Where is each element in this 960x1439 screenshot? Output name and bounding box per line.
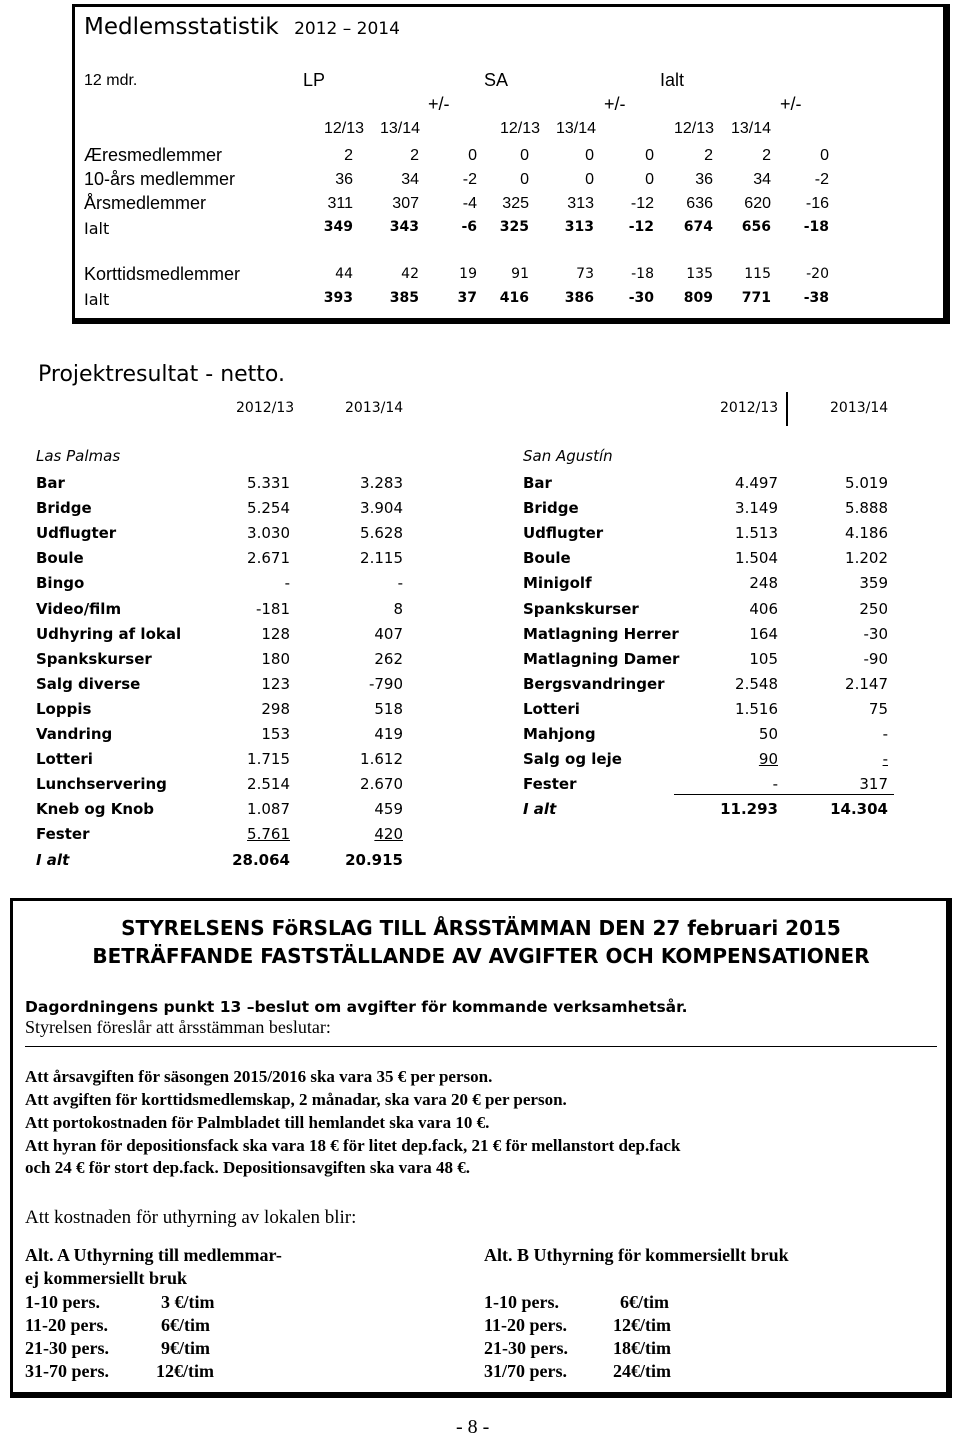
left-header-1213: 2012/13: [236, 400, 295, 416]
alt-a-subtitle: ej kommersiellt bruk: [25, 1268, 187, 1288]
member-value-cell: -2: [814, 171, 829, 188]
san-agustin-value-1314: 75: [868, 699, 888, 718]
las-palmas-value-1314: 419: [374, 725, 403, 743]
alt-a-size-label: 31-70 pers.: [25, 1361, 109, 1381]
member-value-cell: 36: [335, 171, 353, 188]
member-value-cell: 2: [762, 147, 771, 164]
san-agustin-value-1314: 5.888: [845, 499, 888, 518]
san-agustin-row-label: Matlagning Herrer: [523, 624, 679, 643]
san-agustin-value-1314: 14.304: [830, 800, 888, 819]
member-value-cell: -18: [803, 219, 829, 235]
las-palmas-value-1213: 153: [261, 725, 290, 743]
sub-header: 12/13: [673, 120, 714, 137]
las-palmas-value-1314: 5.628: [360, 524, 403, 543]
las-palmas-value-1213: 123: [261, 674, 290, 693]
alt-b-price: 12€/tim: [613, 1315, 671, 1335]
las-palmas-row-label: Lotteri: [36, 750, 93, 769]
member-value-cell: 674: [683, 219, 713, 235]
member-value-cell: 34: [753, 171, 771, 188]
las-palmas-value-1213: 28.064: [232, 850, 290, 869]
right-header-1213: 2012/13: [720, 400, 779, 416]
las-palmas-row-label: Kneb og Knob: [36, 800, 155, 819]
right-header-1314: 2013/14: [830, 400, 889, 416]
san-agustin-value-1314: 250: [859, 599, 888, 618]
san-agustin-row-label: Mahjong: [523, 725, 596, 743]
projects-title: Projektresultat - netto.: [38, 362, 285, 387]
san-agustin-value-1314: 5.019: [845, 474, 888, 492]
member-row-label: Ialt: [84, 219, 110, 238]
las-palmas-value-1213: -: [284, 574, 290, 593]
las-palmas-value-1314: 518: [374, 699, 403, 718]
san-agustin-value-1213: 164: [749, 624, 778, 643]
las-palmas-value-1213: 298: [261, 699, 290, 718]
sub-header: 13/14: [379, 120, 420, 137]
las-palmas-value-1314: 2.115: [360, 549, 403, 568]
member-value-cell: 325: [502, 195, 529, 212]
alt-a-price: 9€/tim: [161, 1338, 210, 1358]
san-agustin-row-label: Bar: [523, 474, 552, 492]
alt-b-size-label: 11-20 pers.: [484, 1315, 567, 1335]
san-agustin-value-1213: 4.497: [735, 474, 778, 492]
member-value-cell: -16: [805, 195, 829, 212]
san-agustin-value-1314: -30: [863, 624, 888, 643]
member-value-cell: 343: [389, 219, 419, 235]
member-value-cell: -6: [461, 219, 477, 235]
san-agustin-total-rule: [674, 794, 894, 795]
member-value-cell: 2: [344, 147, 353, 164]
member-value-cell: 44: [335, 266, 353, 282]
las-palmas-value-1213: 3.030: [247, 524, 290, 543]
san-agustin-value-1213: 2.548: [735, 674, 778, 693]
san-agustin-row-label: Udflugter: [523, 524, 604, 543]
las-palmas-value-1314: 262: [374, 649, 403, 668]
member-value-cell: -18: [631, 266, 654, 282]
alt-b-price: 6€/tim: [620, 1292, 669, 1312]
las-palmas-value-1314: 8: [393, 599, 403, 618]
member-value-cell: 36: [695, 171, 713, 188]
las-palmas-value-1314: -790: [368, 674, 403, 693]
member-value-cell: 0: [585, 171, 594, 188]
member-value-cell: -12: [630, 195, 654, 212]
las-palmas-value-1213: 2.514: [247, 775, 290, 794]
member-row-label: Årsmedlemmer: [84, 193, 207, 213]
san-agustin-row-label: Spankskurser: [523, 599, 639, 618]
period-label: 12 mdr.: [84, 72, 138, 89]
alt-a-title: Alt. A Uthyrning till medlemmar-: [25, 1245, 282, 1265]
las-palmas-row-label: Bar: [36, 474, 65, 492]
las-palmas-value-1314: 2.670: [360, 775, 403, 794]
las-palmas-value-1314: 459: [374, 800, 403, 819]
alt-a-size-label: 21-30 pers.: [25, 1338, 109, 1358]
member-value-cell: 34: [401, 171, 419, 188]
alt-a-size-label: 11-20 pers.: [25, 1315, 108, 1335]
san-agustin-row-label: Lotteri: [523, 699, 580, 718]
san-agustin-value-1213: 406: [749, 599, 778, 618]
las-palmas-row-label: Fester: [36, 825, 90, 844]
proposal-heading-1: STYRELSENS FöRSLAG TILL ÅRSSTÄMMAN DEN 27 februari 2015: [121, 916, 841, 940]
alt-b-size-label: 31/70 pers.: [484, 1361, 567, 1381]
sub-header: 12/13: [499, 120, 540, 137]
member-value-cell: -30: [628, 290, 654, 306]
alt-a-price: 3 €/tim: [161, 1292, 215, 1312]
rent-intro: Att kostnaden för uthyrning av lokalen blir:: [25, 1207, 357, 1228]
san-agustin-value-1314: -90: [863, 649, 888, 668]
san-agustin-value-1213: 248: [749, 574, 778, 593]
las-palmas-value-1314: 20.915: [345, 850, 403, 869]
member-value-cell: 620: [744, 195, 771, 212]
las-palmas-row-label: Bingo: [36, 574, 85, 593]
san-agustin-value-1314: 1.202: [845, 549, 888, 568]
san-agustin-row-label: Boule: [523, 549, 571, 568]
las-palmas-value-1213: 5.254: [247, 499, 290, 518]
divider: [25, 1046, 937, 1047]
header-divider: [786, 392, 788, 426]
las-palmas-title: Las Palmas: [36, 447, 121, 465]
member-value-cell: 349: [323, 219, 353, 235]
las-palmas-value-1213: 5.761: [247, 825, 290, 844]
san-agustin-value-1213: 90: [758, 750, 778, 769]
san-agustin-row-label: Fester: [523, 775, 577, 794]
las-palmas-row-label: Boule: [36, 549, 84, 568]
diff-label-total: +/-: [780, 94, 802, 114]
diff-label-lp: +/-: [428, 94, 450, 114]
member-value-cell: -38: [803, 290, 829, 306]
alt-b-price: 24€/tim: [613, 1361, 671, 1381]
san-agustin-value-1314: -: [882, 750, 888, 769]
member-value-cell: 19: [459, 266, 477, 282]
member-value-cell: 0: [645, 147, 654, 164]
member-value-cell: 313: [567, 195, 594, 212]
san-agustin-title: San Agustín: [523, 447, 613, 465]
las-palmas-value-1213: -181: [255, 599, 290, 618]
las-palmas-value-1213: 1.715: [247, 750, 290, 769]
san-agustin-value-1314: 359: [859, 574, 888, 593]
member-value-cell: 115: [744, 266, 771, 282]
group-total: Ialt: [660, 70, 685, 90]
san-agustin-row-label: I alt: [523, 800, 557, 819]
san-agustin-value-1213: 1.513: [735, 524, 778, 543]
las-palmas-value-1213: 1.087: [247, 800, 290, 819]
alt-b-title: Alt. B Uthyrning för kommersiellt bruk: [484, 1245, 789, 1265]
san-agustin-value-1314: 2.147: [845, 674, 888, 693]
page-number: - 8 -: [456, 1416, 490, 1438]
member-value-cell: 325: [499, 219, 529, 235]
san-agustin-value-1314: 317: [859, 775, 888, 794]
las-palmas-row-label: Salg diverse: [36, 674, 141, 693]
sub-header: 13/14: [730, 120, 771, 137]
las-palmas-value-1314: 407: [374, 624, 403, 643]
member-value-cell: 135: [686, 266, 713, 282]
proposal-heading-2: BETRÄFFANDE FASTSTÄLLANDE AV AVGIFTER OCH KOMPENSATIONER: [92, 944, 870, 968]
group-sa: SA: [484, 70, 509, 90]
alt-a-size-label: 1-10 pers.: [25, 1292, 100, 1312]
las-palmas-value-1314: 3.283: [360, 474, 403, 492]
alt-b-size-label: 21-30 pers.: [484, 1338, 568, 1358]
member-value-cell: 0: [468, 147, 477, 164]
sub-header: 12/13: [323, 120, 364, 137]
member-value-cell: 313: [564, 219, 594, 235]
las-palmas-value-1314: 420: [374, 825, 403, 844]
las-palmas-value-1213: 5.331: [247, 474, 290, 492]
member-value-cell: 393: [323, 290, 353, 306]
member-value-cell: 2: [704, 147, 713, 164]
las-palmas-row-label: Bridge: [36, 499, 92, 518]
las-palmas-row-label: Vandring: [36, 725, 113, 743]
member-row-label: Ialt: [84, 290, 110, 309]
san-agustin-value-1213: -: [772, 775, 778, 794]
member-value-cell: 0: [820, 147, 829, 164]
member-value-cell: 0: [520, 147, 529, 164]
san-agustin-value-1213: 11.293: [720, 800, 778, 819]
member-value-cell: 0: [520, 171, 529, 188]
san-agustin-row-label: Bridge: [523, 499, 579, 518]
las-palmas-row-label: Lunchservering: [36, 775, 167, 794]
member-value-cell: 809: [683, 290, 713, 306]
san-agustin-value-1213: 1.504: [735, 549, 778, 568]
san-agustin-row-label: Bergsvandringer: [523, 674, 665, 693]
member-stats-years: 2012 – 2014: [294, 19, 400, 39]
san-agustin-value-1213: 1.516: [735, 699, 778, 718]
san-agustin-row-label: Matlagning Damer: [523, 649, 680, 668]
member-value-cell: -4: [462, 195, 477, 212]
member-value-cell: 37: [457, 290, 477, 306]
member-value-cell: 636: [686, 195, 713, 212]
las-palmas-value-1213: 2.671: [247, 549, 290, 568]
san-agustin-value-1314: 4.186: [845, 524, 888, 543]
las-palmas-value-1314: -: [397, 574, 403, 593]
alt-a-price: 12€/tim: [156, 1361, 214, 1381]
fee-deposit-box: Att hyran för depositionsfack ska vara 18 € för litet dep.fack, 21 € för mellanstort dep.fack: [25, 1136, 681, 1155]
alt-b-price: 18€/tim: [613, 1338, 671, 1358]
member-value-cell: 0: [645, 171, 654, 188]
member-value-cell: 385: [389, 290, 419, 306]
san-agustin-row-label: Salg og leje: [523, 750, 622, 769]
san-agustin-value-1213: 105: [749, 649, 778, 668]
las-palmas-value-1314: 3.904: [360, 499, 403, 518]
member-value-cell: -20: [806, 266, 829, 282]
member-value-cell: 42: [401, 266, 419, 282]
member-row-label: Korttidsmedlemmer: [84, 264, 241, 284]
alt-b-size-label: 1-10 pers.: [484, 1292, 559, 1312]
member-value-cell: 311: [327, 195, 353, 212]
las-palmas-row-label: Loppis: [36, 699, 92, 718]
member-value-cell: 73: [576, 266, 594, 282]
las-palmas-value-1213: 128: [261, 624, 290, 643]
sub-header: 13/14: [555, 120, 596, 137]
las-palmas-row-label: Spankskurser: [36, 649, 152, 668]
left-header-1314: 2013/14: [345, 400, 404, 416]
proposal-intro: Styrelsen föreslår att årsstämman beslutar:: [25, 1017, 331, 1037]
group-lp: LP: [303, 70, 326, 90]
san-agustin-row-label: Minigolf: [523, 574, 592, 593]
san-agustin-value-1213: 50: [758, 725, 778, 743]
san-agustin-value-1213: 3.149: [735, 499, 778, 518]
member-value-cell: -12: [628, 219, 654, 235]
member-value-cell: 386: [564, 290, 594, 306]
member-row-label: 10-års medlemmer: [84, 169, 236, 189]
las-palmas-value-1314: 1.612: [360, 750, 403, 769]
fee-postage: Att portokostnaden för Palmbladet till hemlandet ska vara 10 €.: [25, 1113, 490, 1132]
las-palmas-row-label: Video/film: [36, 599, 122, 618]
fee-short-term: Att avgiften för korttidsmedlemskap, 2 månadar, ska vara 20 € per person.: [25, 1090, 567, 1109]
fee-annual: Att årsavgiften för säsongen 2015/2016 ska vara 35 € per person.: [25, 1067, 493, 1086]
member-value-cell: 416: [499, 290, 529, 306]
las-palmas-row-label: Udflugter: [36, 524, 117, 543]
member-value-cell: -2: [462, 171, 477, 188]
las-palmas-row-label: Udhyring af lokal: [36, 624, 182, 643]
member-stats-title: Medlemsstatistik 2012 – 2014: [84, 14, 400, 40]
member-value-cell: 307: [392, 195, 419, 212]
member-value-cell: 2: [410, 147, 419, 164]
san-agustin-value-1314: -: [882, 725, 888, 743]
member-value-cell: 656: [741, 219, 771, 235]
fee-deposit-box-cont: och 24 € för stort dep.fack. Depositionsavgiften ska vara 48 €.: [25, 1158, 470, 1177]
las-palmas-row-label: I alt: [36, 850, 70, 869]
member-value-cell: 0: [585, 147, 594, 164]
member-value-cell: 91: [511, 266, 529, 282]
diff-label-sa: +/-: [604, 94, 626, 114]
member-row-label: Æresmedlemmer: [84, 145, 223, 165]
agenda-point: Dagordningens punkt 13 –beslut om avgifter för kommande verksamhetsår.: [25, 998, 688, 1016]
alt-a-price: 6€/tim: [161, 1315, 210, 1335]
member-value-cell: 771: [741, 290, 771, 306]
las-palmas-value-1213: 180: [261, 649, 290, 668]
